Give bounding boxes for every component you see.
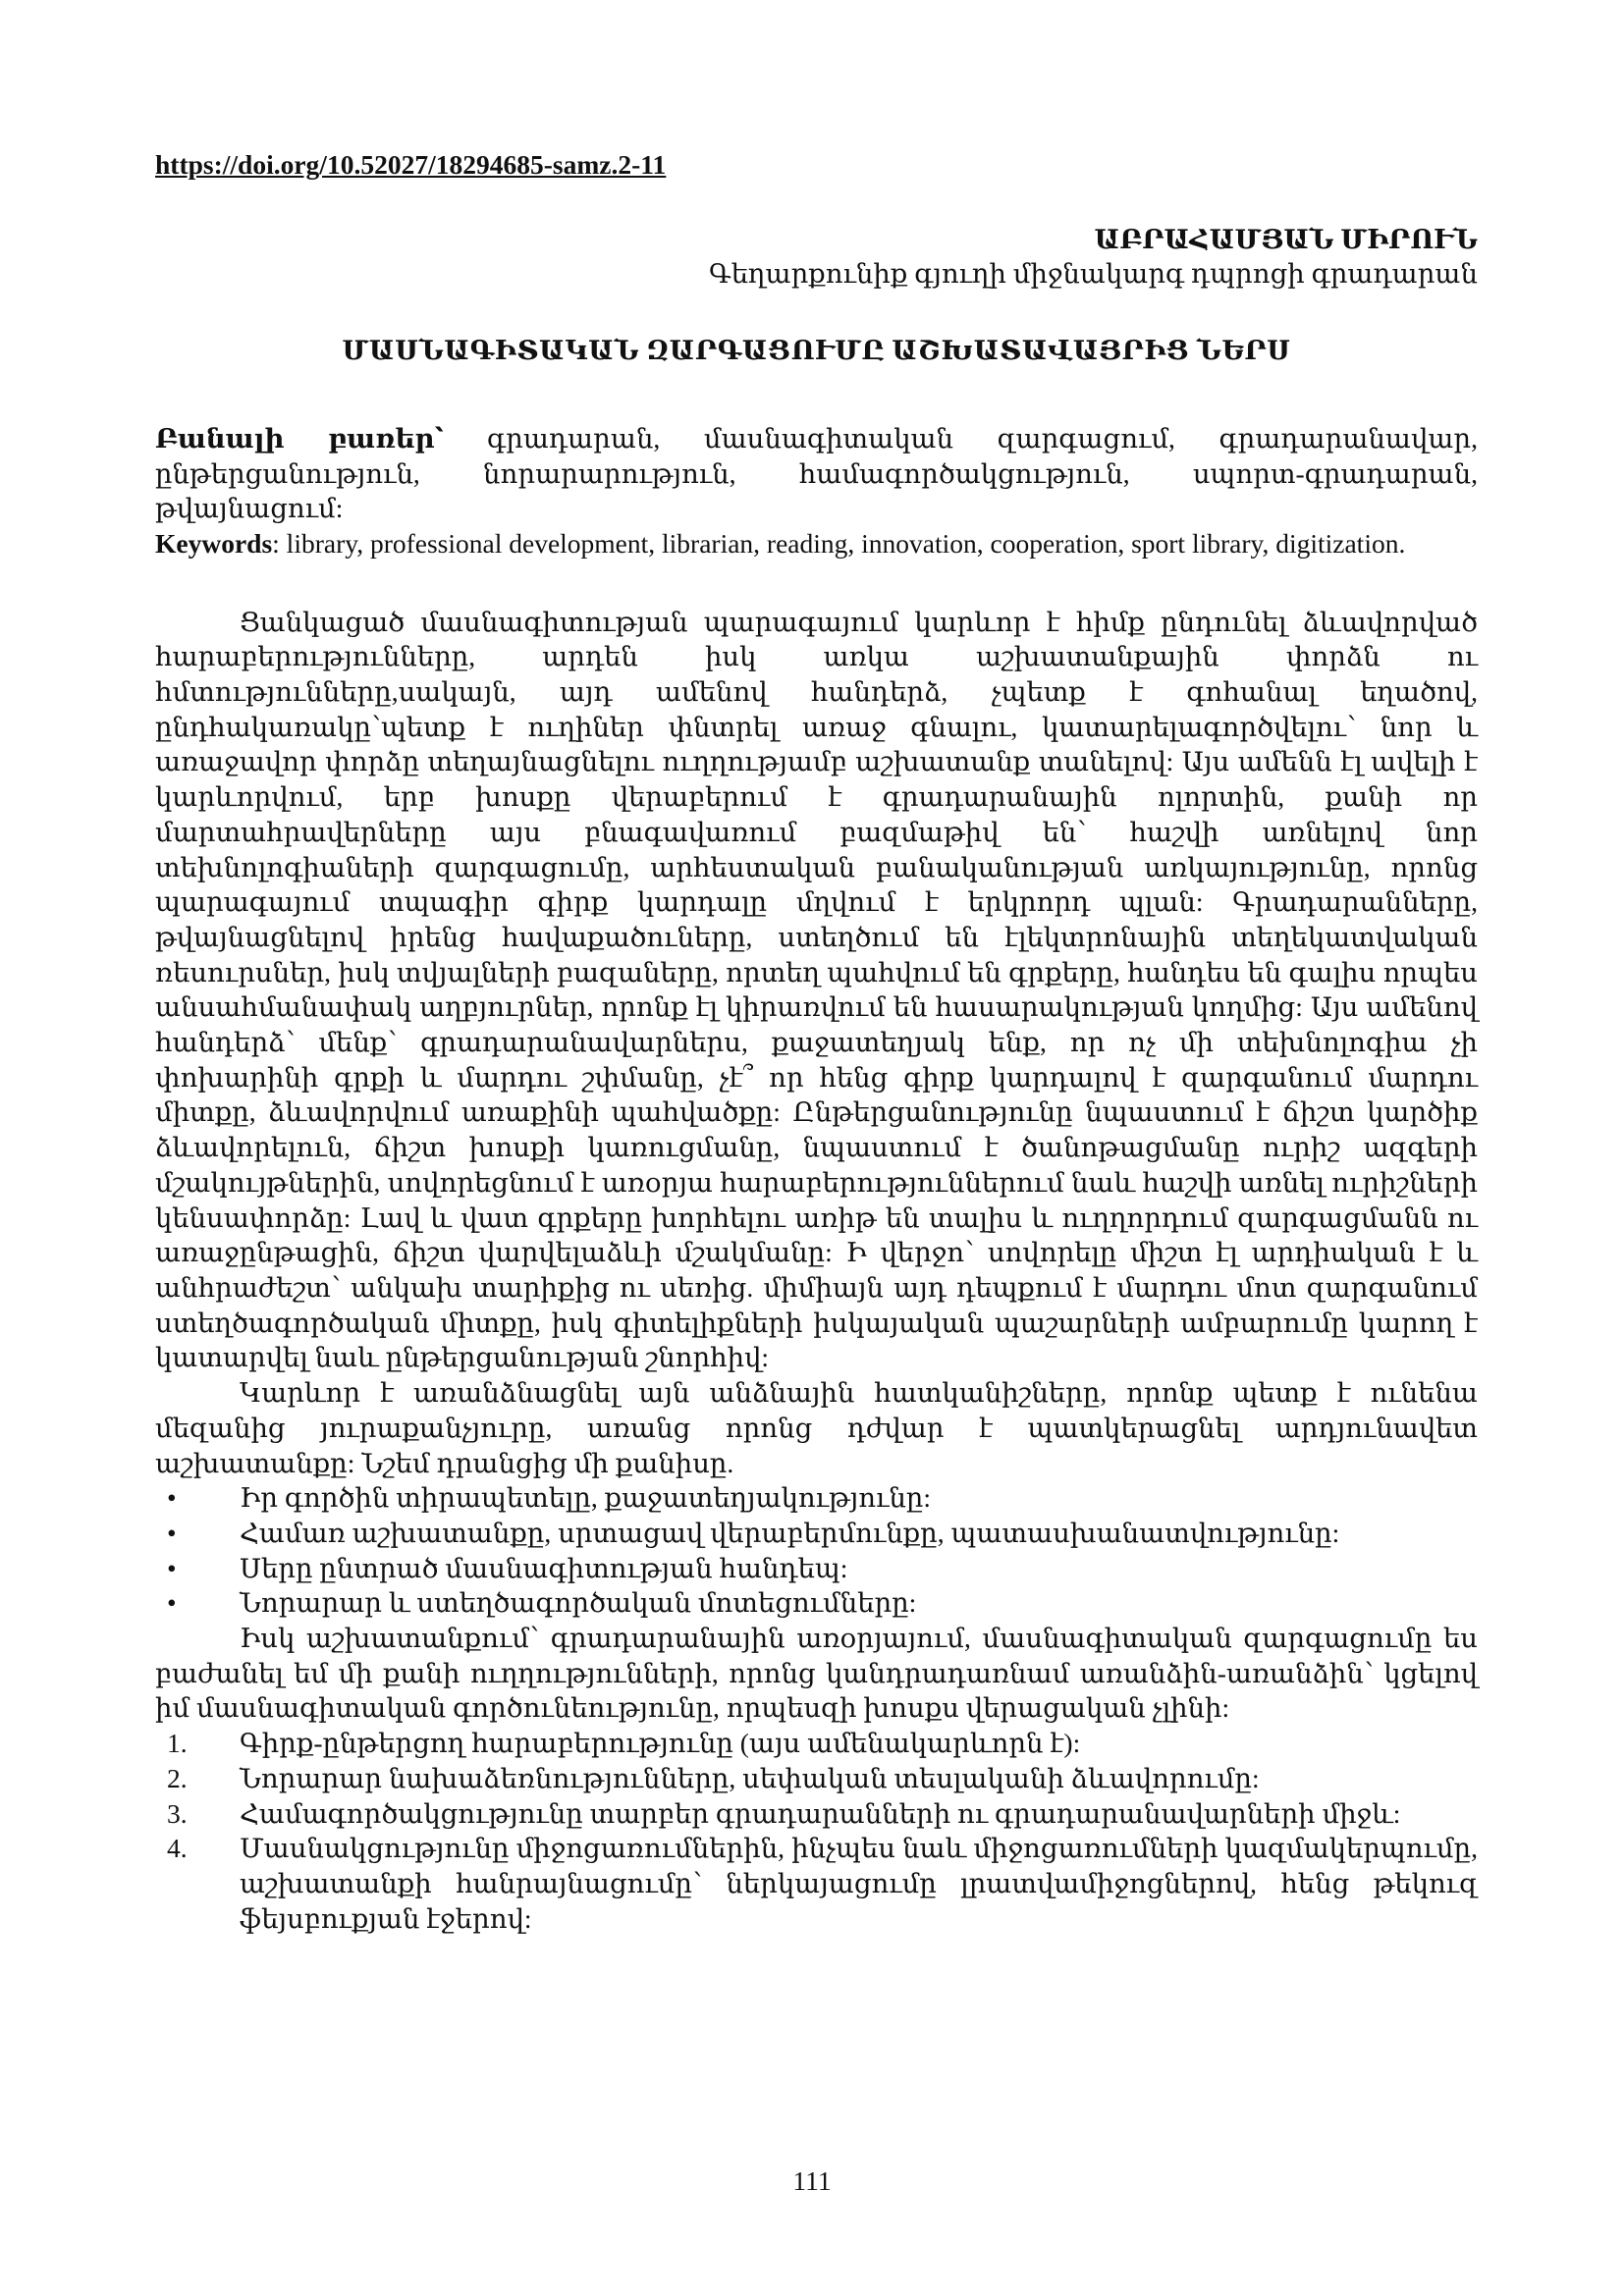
doi-line (155, 147, 1478, 183)
author-affiliation: Գեղարքունիք գյուղի միջնակարգ դպրոցի գրադարան (709, 258, 1478, 290)
keywords-armenian-label: Բանալի բառեր՝ (155, 422, 444, 454)
list-item: • Համառ աշխատանքը, սրտացավ վերաբերմունքը, պատասխանատվությունը: (155, 1516, 1478, 1551)
list-item: • Իր գործին տիրապետելը, քաջատեղյակությունը: (155, 1480, 1478, 1516)
list-item: • Սերը ընտրած մասնագիտության հանդեպ: (155, 1551, 1478, 1586)
body-paragraph: Կարևոր է առանձնացնել այն անձնային հատկանիշները, որոնք պետք է ունենա մեզանից յուրաքանչյուրը, առանց որոնց դժվար է պատկերացնել արդյունավետ աշխատանքը: Նշեմ դրանցից մի քանիսը. (155, 1377, 1478, 1478)
keywords-armenian-text: գրադարան, մասնագիտական զարգացում, գրադարանավար, ընթերցանություն, նորարարություն, համագործակցություն, սպորտ-գրադարան, թվայնացում: (155, 422, 1478, 524)
list-number: 4. (167, 1833, 188, 1864)
author-block (155, 222, 1478, 292)
list-item: 3. Համագործակցությունը տարբեր գրադարանների ու գրադարանավարների միջև: (155, 1796, 1478, 1832)
body-paragraph: Ցանկացած մասնագիտության պարագայում կարևոր է հիմք ընդունել ձևավորված հարաբերությունները, արդեն իսկ առկա աշխատանքային փորձն ու հմտությունները,սակայն, այդ ամենով հանդերձ, չպետք է գոհանալ եղածով, ընդհակառակը՝պետք է ուղիներ փնտրել առաջ գնալու, կատարելագործվելու՝ նոր և առաջավոր փորձը տեղայնացնելու ուղղությամբ աշխատանք տանելով: Այս ամենն էլ ավելի է կարևորվում, երբ խոսքը վերաբերում է գրադարանային ոլորտին, քանի որ մարտահրավերները այս բնագավառում բազմաթիվ են՝ հաշվի առնելով նոր տեխնոլոգիաների զարգացումը, արհեստական բանականության առկայությունը, որոնց պարագայում տպագիր գիրք կարդալը մղվում է երկրորդ պլան: Գրադարանները, թվայնացնելով իրենց հավաքածուները, ստեղծում են էլեկտրոնային տեղեկատվական ռեսուրսներ, իսկ տվյալների բազաները, որտեղ պահվում են գրքերը, հանդես են գալիս որպես անսահմանափակ աղբյուրներ, որոնք էլ կիրառվում են հասարակության կողմից: Այս ամենով հանդերձ՝ մենք՝ գրադարանավարներս, քաջատեղյակ ենք, որ ոչ մի տեխնոլոգիա չի փոխարինի գրքի և մարդու շփմանը, չէ՞ որ հենց գիրք կարդալով է զարգանում մարդու միտքը, ձևավորվում առաքինի պահվածքը: Ընթերցանությունը նպաստում է ճիշտ կարծիք ձևավորելուն, ճիշտ խոսքի կառուցմանը, նպաստում է ծանոթացմանը ուրիշ ազգերի մշակույթներին, սովորեցնում է առօրյա հարաբերություններում նաև հաշվի առնել ուրիշների կենսափորձը: Լավ և վատ գրքերը խորհելու առիթ են տալիս և ուղղորդում զարգացմանն ու առաջընթացին, ճիշտ վարվելաձևի մշակմանը: Ի վերջո՝ սովորելը միշտ էլ արդիական է և անհրաժեշտ՝ անկախ տարիքից ու սեռից. միմիայն այդ դեպքում է մարդու մոտ զարգանում ստեղծագործական միտքը, իսկ գիտելիքների իսկայական պաշարների ամբարումը կարող է կատարվել նաև ընթերցանության շնորհիվ: (155, 606, 1478, 1373)
traits-bullet-list (155, 1480, 1478, 1621)
list-item: 1. Գիրք-ընթերցող հարաբերությունը (այս ամենակարևորն է): (155, 1726, 1478, 1761)
body-paragraph: Իսկ աշխատանքում՝ գրադարանային առօրյայում, մասնագիտական զարգացումը ես բաժանել եմ մի քանի ուղղությունների, որոնց կանդրադառնամ առանձին-առանձին՝ կցելով իմ մասնագիտական գործունեությունը, որպեսզի խոսքս վերացական չլինի: (155, 1623, 1478, 1724)
list-item: 2. Նորարար նախաձեռնությունները, սեփական տեսլականի ձևավորումը: (155, 1761, 1478, 1796)
doi-link[interactable]: https://doi.org/10.52027/18294685-samz.2-11 (155, 149, 667, 180)
keywords-english (155, 526, 1478, 561)
article-title: ՄԱՍՆԱԳԻՏԱԿԱՆ ԶԱՐԳԱՑՈՒՄԸ ԱՇԽԱՏԱՎԱՅՐԻՑ ՆԵՐՍ (342, 335, 1291, 366)
keywords-english-label: Keywords (155, 527, 273, 559)
list-number: 1. (167, 1728, 188, 1759)
page-content (155, 147, 1478, 1936)
list-number: 3. (167, 1797, 188, 1829)
bullet-marker: • (167, 1482, 177, 1514)
list-item: • Նորարար և ստեղծագործական մոտեցումները: (155, 1585, 1478, 1621)
keywords-english-text: : library, professional development, librarian, reading, innovation, cooperation, sport library, digitization. (272, 527, 1406, 559)
bullet-marker: • (167, 1587, 177, 1619)
directions-numbered-list (155, 1726, 1478, 1936)
bullet-marker: • (167, 1552, 177, 1583)
keywords-armenian (155, 421, 1478, 526)
author-name: ԱԲՐԱՀԱՄՅԱՆ ՄԻՐՈՒՆ (1094, 223, 1478, 254)
bullet-marker: • (167, 1517, 177, 1548)
page-number: 111 (792, 2165, 832, 2196)
list-number: 2. (167, 1762, 188, 1793)
list-item: 4. Մասնակցությունը միջոցառումներին, ինչպես նաև միջոցառումների կազմակերպումը, աշխատանքի հանրայնացումը՝ ներկայացումը լրատվամիջոցներով, հենց թեկուզ ֆեյսբուքյան էջերով: (167, 1833, 1478, 1934)
article-body (155, 605, 1478, 1937)
